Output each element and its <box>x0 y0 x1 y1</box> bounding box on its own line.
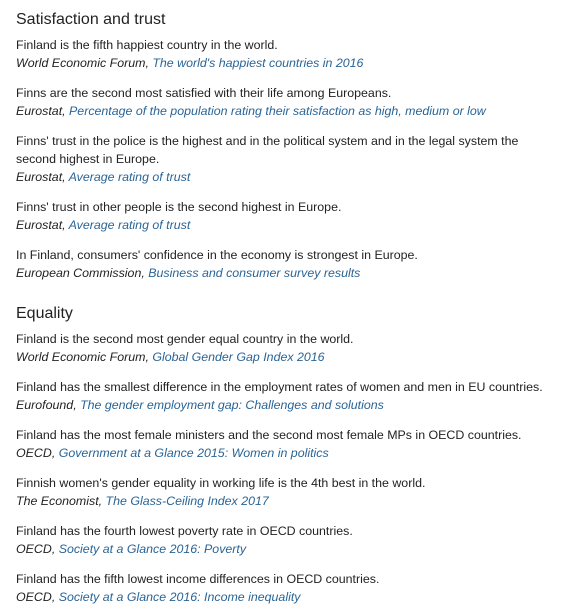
fact-item <box>16 426 560 462</box>
section-title: Satisfaction and trust <box>16 11 166 28</box>
source-name: World Economic Forum <box>16 350 146 364</box>
fact-source: Eurofound, The gender employment gap: Challenges and solutions <box>16 398 384 412</box>
fact-text: Finland is the second most gender equal country in the world. <box>16 332 354 346</box>
source-link[interactable]: The world's happiest countries in 2016 <box>152 56 364 70</box>
fact-item <box>16 378 560 414</box>
fact-item <box>16 246 560 282</box>
source-name: European Commission <box>16 266 142 280</box>
fact-text: Finland has the most female ministers and the second most female MPs in OECD countries. <box>16 428 522 442</box>
fact-source: World Economic Forum, The world's happiest countries in 2016 <box>16 56 364 70</box>
fact-source: OECD, Government at a Glance 2015: Women in politics <box>16 446 329 460</box>
fact-text: In Finland, consumers' confidence in the economy is strongest in Europe. <box>16 248 418 262</box>
fact-item <box>16 36 560 72</box>
fact-item <box>16 84 560 120</box>
fact-source: OECD, Society at a Glance 2016: Income inequality <box>16 590 301 604</box>
source-link[interactable]: Percentage of the population rating their satisfaction as high, medium or low <box>69 104 486 118</box>
source-name: Eurofound <box>16 398 74 412</box>
source-link[interactable]: Society at a Glance 2016: Income inequality <box>58 590 301 604</box>
source-link[interactable]: Average rating of trust <box>68 170 191 184</box>
fact-item <box>16 132 560 186</box>
fact-item <box>16 570 560 606</box>
fact-text: Finland has the fourth lowest poverty rate in OECD countries. <box>16 524 353 538</box>
fact-source: Eurostat, Average rating of trust <box>16 170 191 184</box>
fact-text: Finns' trust in the police is the highest and in the political system and in the legal system the second highest in Europe. <box>16 134 519 166</box>
source-link[interactable]: Business and consumer survey results <box>148 266 361 280</box>
fact-text: Finns' trust in other people is the second highest in Europe. <box>16 200 342 214</box>
source-name: Eurostat <box>16 218 63 232</box>
source-link[interactable]: The Glass-Ceiling Index 2017 <box>105 494 269 508</box>
fact-source: Eurostat, Average rating of trust <box>16 218 191 232</box>
fact-source: World Economic Forum, Global Gender Gap Index 2016 <box>16 350 325 364</box>
fact-item <box>16 474 560 510</box>
fact-text: Finns are the second most satisfied with their life among Europeans. <box>16 86 392 100</box>
fact-item <box>16 522 560 558</box>
source-name: OECD <box>16 542 52 556</box>
source-name: Eurostat <box>16 170 63 184</box>
source-link[interactable]: Global Gender Gap Index 2016 <box>152 350 325 364</box>
source-name: OECD <box>16 590 52 604</box>
source-name: OECD <box>16 446 52 460</box>
fact-source: OECD, Society at a Glance 2016: Poverty <box>16 542 247 556</box>
section-title: Equality <box>16 305 73 322</box>
source-name: Eurostat <box>16 104 63 118</box>
section-equality <box>16 304 560 606</box>
source-link[interactable]: Average rating of trust <box>68 218 191 232</box>
source-link[interactable]: The gender employment gap: Challenges and solutions <box>80 398 384 412</box>
fact-text: Finland has the fifth lowest income differences in OECD countries. <box>16 572 380 586</box>
fact-source: European Commission, Business and consumer survey results <box>16 266 361 280</box>
fact-source: The Economist, The Glass-Ceiling Index 2017 <box>16 494 269 508</box>
fact-source: Eurostat, Percentage of the population rating their satisfaction as high, medium or low <box>16 104 486 118</box>
source-name: The Economist <box>16 494 99 508</box>
source-link[interactable]: Society at a Glance 2016: Poverty <box>58 542 247 556</box>
fact-item <box>16 330 560 366</box>
source-link[interactable]: Government at a Glance 2015: Women in politics <box>58 446 329 460</box>
fact-item <box>16 198 560 234</box>
fact-text: Finnish women's gender equality in working life is the 4th best in the world. <box>16 476 426 490</box>
fact-text: Finland is the fifth happiest country in the world. <box>16 38 278 52</box>
section-satisfaction-and-trust <box>16 10 560 282</box>
fact-text: Finland has the smallest difference in the employment rates of women and men in EU countries. <box>16 380 543 394</box>
source-name: World Economic Forum <box>16 56 146 70</box>
